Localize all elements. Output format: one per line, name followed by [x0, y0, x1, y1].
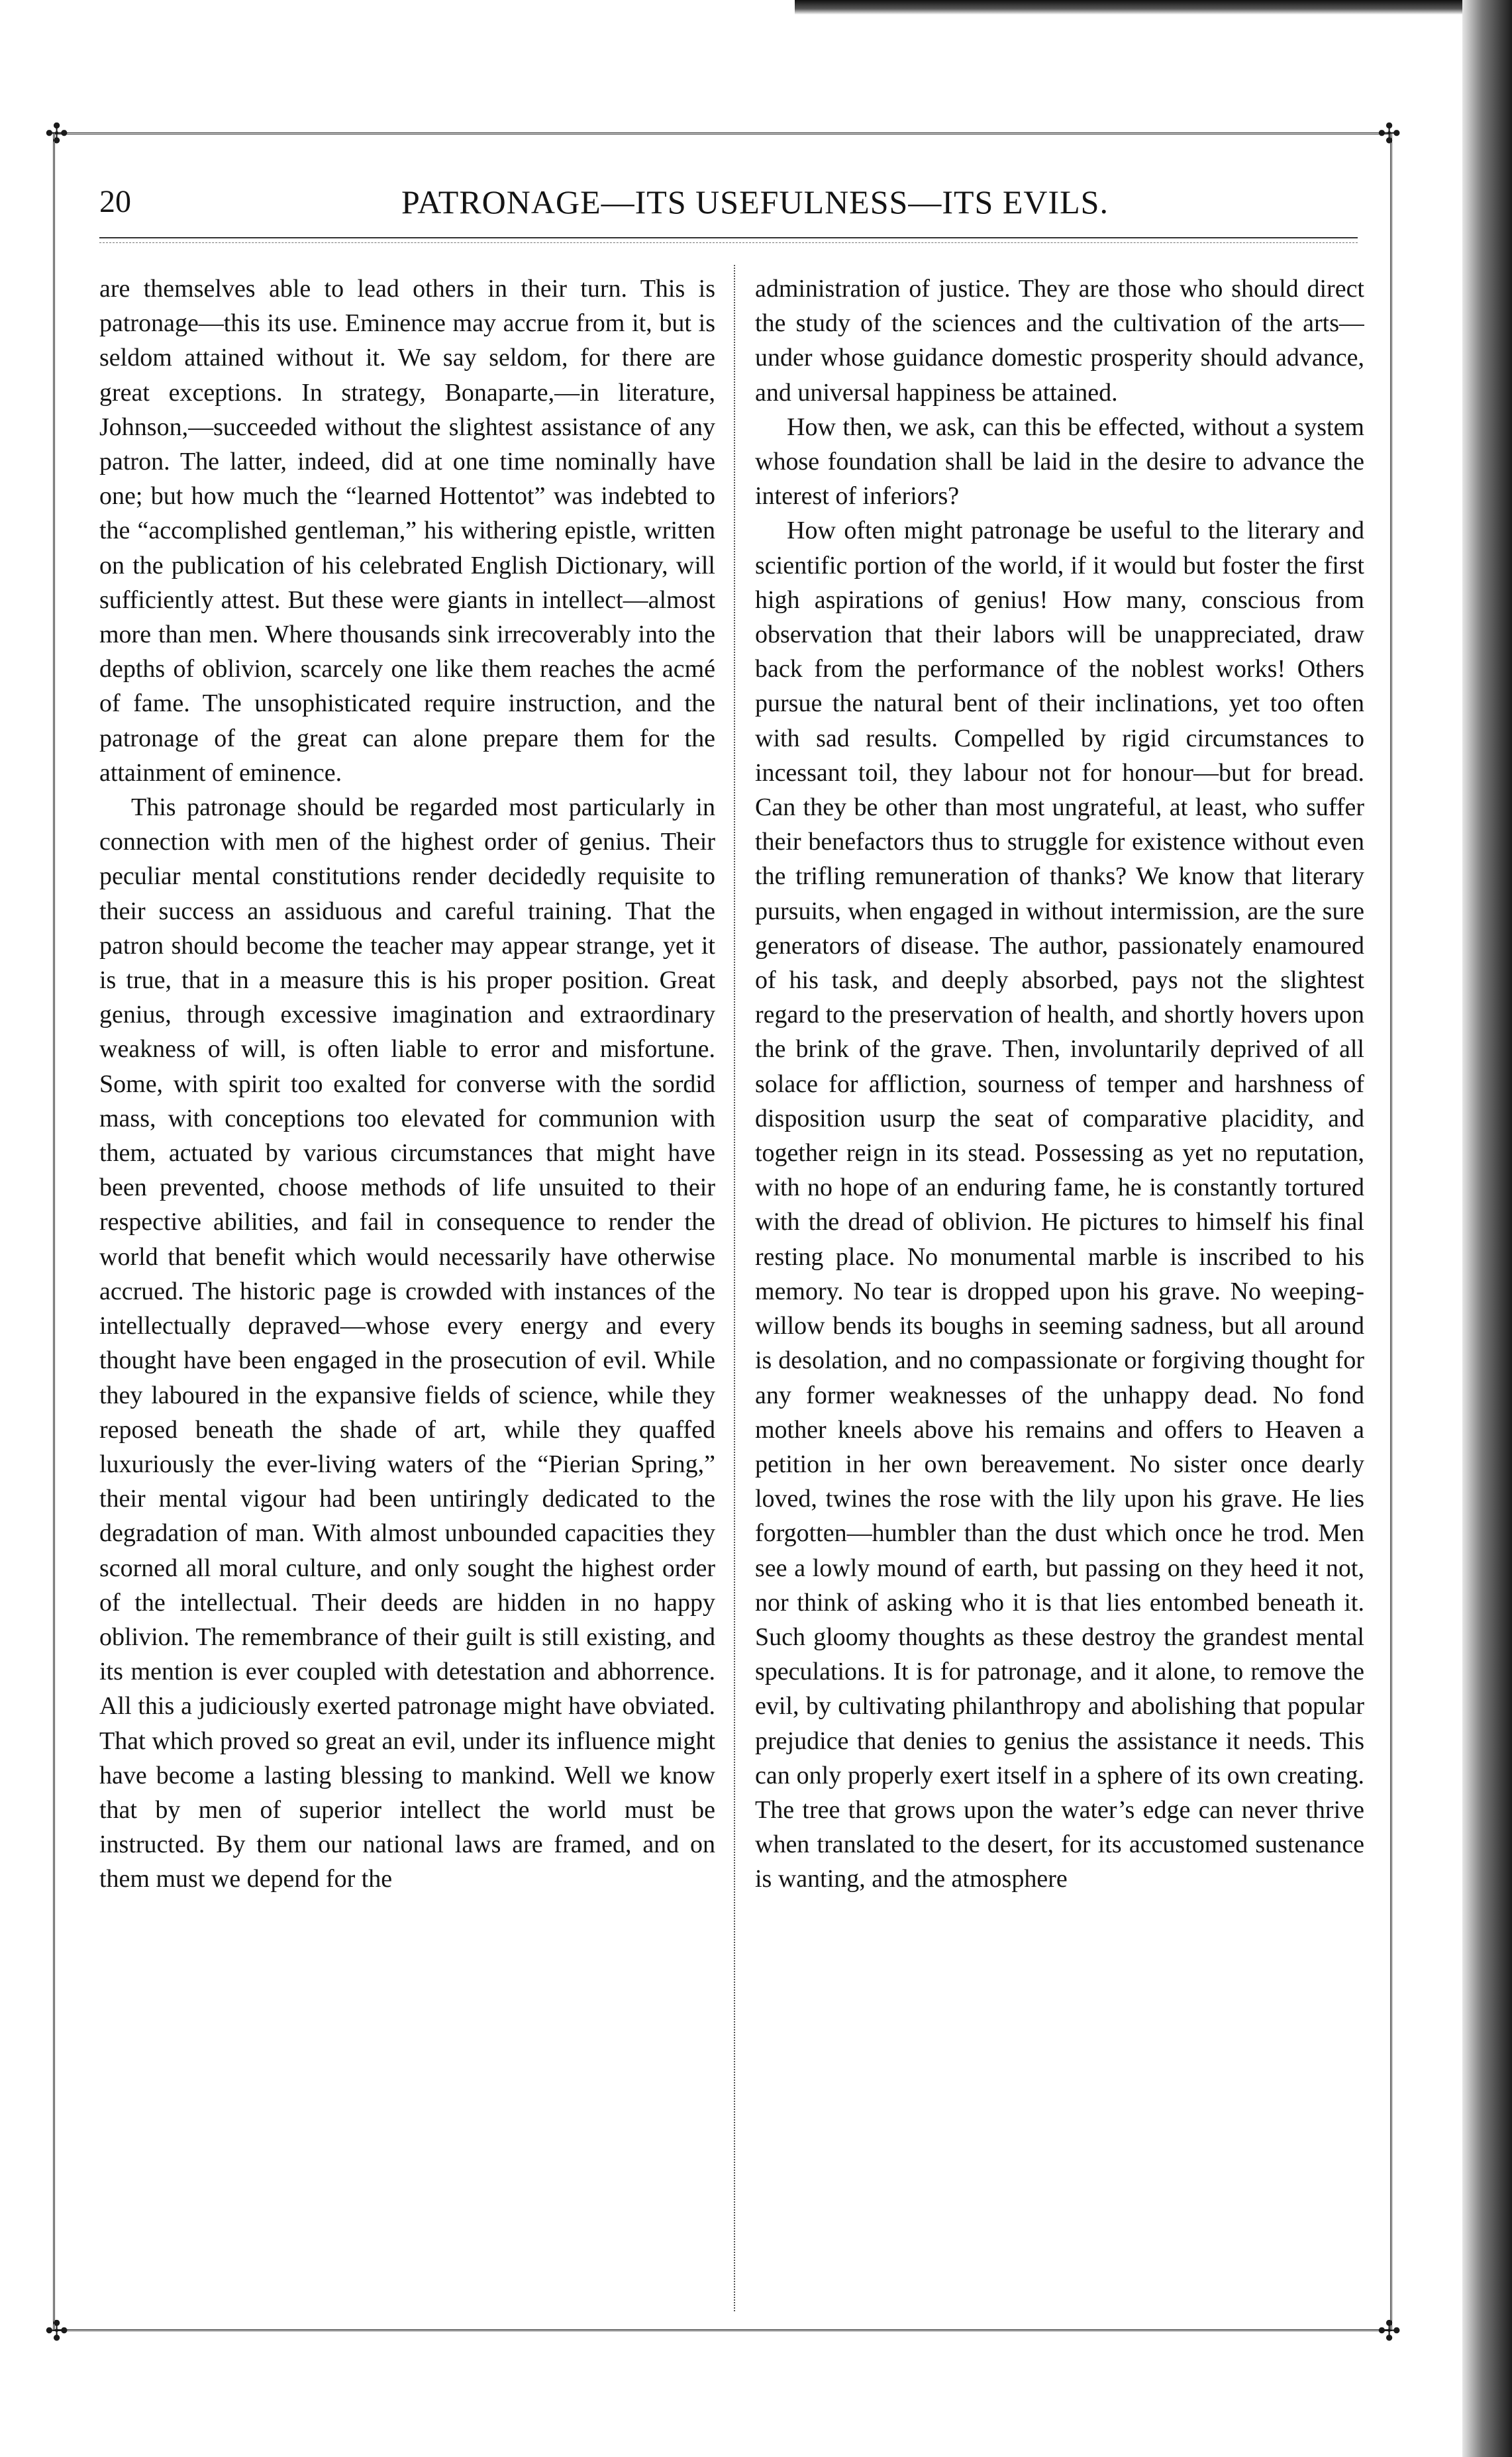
header-rule-ornamental: [99, 242, 1358, 243]
right-paragraph-1: administration of justice. They are those who should direct the study of the sciences and the cultivation of the arts—under whose guidance domestic prosperity should advance, and universal happiness be attained.: [755, 275, 1364, 407]
right-column: [755, 272, 1364, 2318]
right-paragraph-2: How then, we ask, can this be effected, without a system whose foundation shall be laid in the desire to advance the interest of inferiors?: [755, 413, 1364, 511]
running-title: PATRONAGE—ITS USEFULNESS—ITS EVILS.: [401, 183, 1109, 221]
left-paragraph-2: This patronage should be regarded most particularly in connection with men of the highest order of genius. Their peculiar mental constitutions render decidedly requisite to their success an assiduous and careful training. That the patron should become the teacher may appear strange, yet it is true, that in a measure this is his proper position. Great genius, through excessive imagination and extraordinary weakness of will, is often liable to error and misfortune. Some, with spirit too exalted for converse with the sordid mass, with conceptions too elevated for communion with them, actuated by various circumstances that might have been prevented, choose methods of life unsuited to their respective abilities, and fail in consequence to render the world that benefit which would necessarily have otherwise accrued. The historic page is crowded with instances of the intellectually depraved—whose every energy and every thought have been engaged in the prosecution of evil. While they laboured in the expansive fields of science, while they reposed beneath the shade of art, while they quaffed luxuriously the ever-living waters of the “Pierian Spring,” their mental vigour had been untiringly dedicated to the degradation of man. With almost unbounded capacities they scorned all moral culture, and only sought the highest order of the intellectual. Their deeds are hidden in no happy oblivion. The remembrance of their guilt is still existing, and its mention is ever coupled with detestation and abhorrence. All this a judiciously exerted patronage might have obviated. That which proved so great an evil, under its influence might have become a lasting blessing to mankind. Well we know that by men of superior intellect the world must be instructed. By them our national laws are framed, and on them must we depend for the: [99, 793, 715, 1893]
left-column: [99, 272, 715, 2318]
column-divider: [734, 265, 735, 2311]
page-number: 20: [99, 184, 131, 219]
corner-ornament-bottom-left-icon: ✣: [45, 2317, 69, 2347]
scan-shadow-top: [795, 0, 1512, 15]
page-header: [99, 179, 1371, 232]
right-paragraph-3: How often might patronage be useful to the literary and scientific portion of the world, if it would but foster the first high aspirations of genius! How many, conscious from observation that their labors will be unappreciated, draw back from the performance of the noblest works! Others pursue the natural bent of their inclinations, yet too often with sad results. Compelled by rigid circumstances to incessant toil, they labour not for honour—but for bread. Can they be other than most ungrateful, at least, who suffer their benefactors thus to struggle for existence without even the trifling remuneration of thanks? We know that literary pursuits, when engaged in without intermission, are the sure generators of disease. The author, passionately enamoured of his task, and deeply absorbed, pays not the slightest regard to the preservation of health, and shortly hovers upon the brink of the grave. Then, involuntarily deprived of all solace for affliction, sourness of temper and harshness of disposition usurp the seat of comparative placidity, and together reign in its stead. Possessing as yet no reputation, with no hope of an enduring fame, he is constantly tortured with the dread of oblivion. He pictures to himself his final resting place. No monumental marble is inscribed to his memory. No tear is dropped upon his grave. No weeping-willow bends its boughs in seeming sadness, but all around is desolation, and no compassionate or forgiving thought for any former weaknesses of the unhappy dead. No fond mother kneels above his remains and offers to Heaven a petition in her own bereavement. No sister once dearly loved, twines the rose with the lily upon his grave. He lies forgotten—humbler than the dust which once he trod. Men see a lowly mound of earth, but passing on they heed it not, nor think of asking who it is that lies entombed beneath it. Such gloomy thoughts as these destroy the grandest mental speculations. It is for patronage, and it alone, to remove the evil, by cultivating philanthropy and abolishing that popular prejudice that denies to genius the assistance it needs. This can only properly exert itself in a sphere of its own creating. The tree that grows upon the water’s edge can never thrive when translated to the desert, for its accustomed sustenance is wanting, and the atmosphere: [755, 517, 1364, 1893]
corner-ornament-top-right-icon: ✣: [1378, 119, 1401, 150]
header-rule: [99, 237, 1358, 238]
scan-shadow-right: [1462, 0, 1512, 2457]
corner-ornament-top-left-icon: ✣: [45, 119, 69, 150]
left-paragraph-1: are themselves able to lead others in their turn. This is patronage—this its use. Eminence may accrue from it, but is seldom attained without it. We say seldom, for there are great exceptions. In strategy, Bonaparte,—in literature, Johnson,—succeeded without the slightest assistance of any patron. The latter, indeed, did at one time nominally have one; but how much the “learned Hottentot” was indebted to the “accomplished gentleman,” his withering epistle, written on the publication of his celebrated English Dictionary, will sufficiently attest. But these were giants in intellect—almost more than men. Where thousands sink irrecoverably into the depths of oblivion, scarcely one like them reaches the acmé of fame. The unsophisticated require instruction, and the patronage of the great can alone prepare them for the attainment of eminence.: [99, 275, 715, 787]
corner-ornament-bottom-right-icon: ✣: [1378, 2317, 1401, 2347]
